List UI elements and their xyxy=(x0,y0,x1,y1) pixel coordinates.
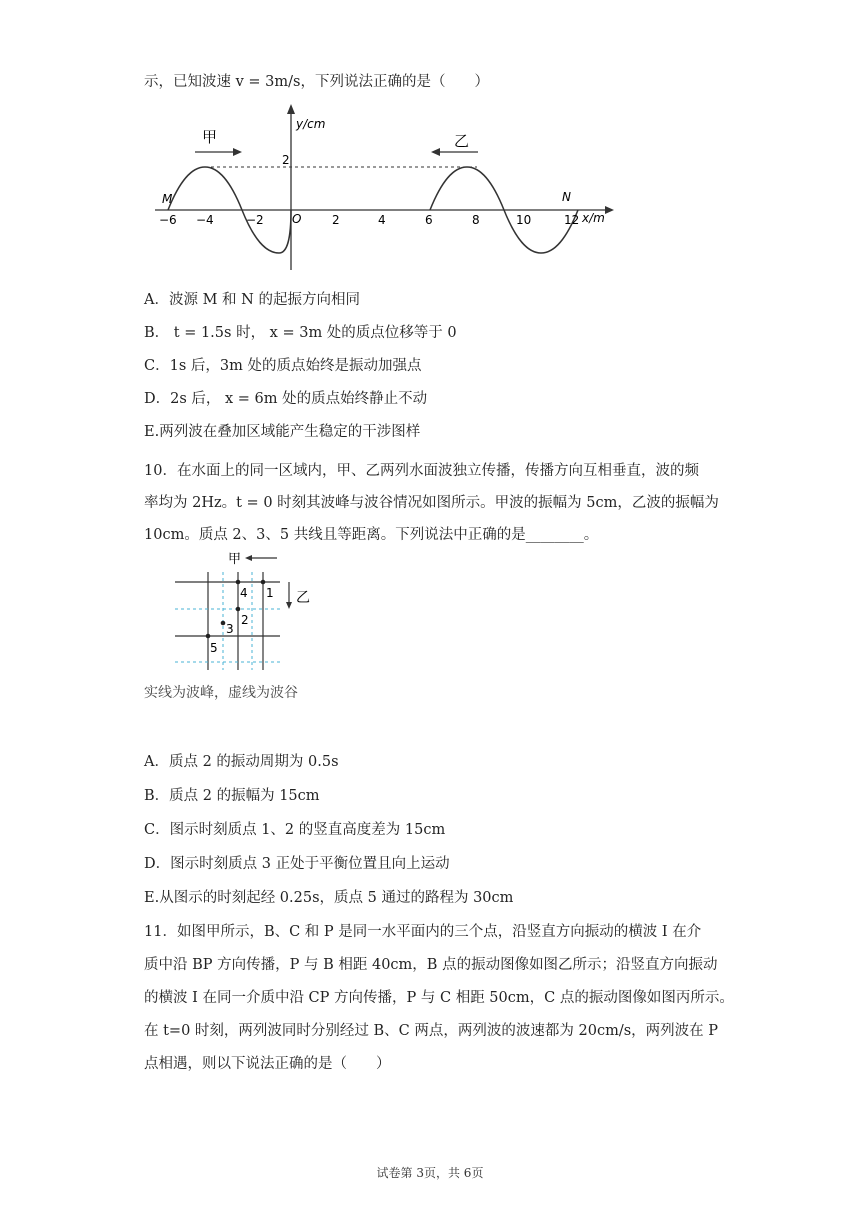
point-4 xyxy=(236,580,241,585)
x-tick: 10 xyxy=(516,213,532,227)
x-tick: −2 xyxy=(246,213,264,227)
x-tick: −6 xyxy=(159,213,177,227)
q11-stem-line: 质中沿 BP 方向传播，P 与 B 相距 40cm，B 点的振动图像如图乙所示；沿竖直方向振动 xyxy=(144,957,718,973)
q10-option-c: C．图示时刻质点 1、2 的竖直高度差为 15cm xyxy=(144,822,446,838)
q10-figure-caption: 实线为波峰，虚线为波谷 xyxy=(144,685,298,701)
point-3 xyxy=(221,621,226,626)
q10-stem-line: 率均为 2Hz。t = 0 时刻其波峰与波谷情况如图所示。甲波的振幅为 5cm，乙波的振幅为 xyxy=(144,495,719,511)
point-label: 3 xyxy=(226,622,234,636)
q11-stem-line: 点相遇，则以下说法正确的是（ ） xyxy=(144,1056,391,1072)
point-label: 2 xyxy=(241,613,249,627)
point-label: 1 xyxy=(266,586,274,600)
point-n: N xyxy=(562,190,571,204)
q10-stem-line: 10．在水面上的同一区域内，甲、乙两列水面波独立传播，传播方向互相垂直，波的频 xyxy=(144,463,699,479)
label-jia: 甲 xyxy=(228,552,242,567)
q10-option-b: B．质点 2 的振幅为 15cm xyxy=(144,788,320,804)
y-axis-arrow xyxy=(287,104,295,114)
x-tick: 2 xyxy=(332,213,340,227)
x-tick: 6 xyxy=(425,213,433,227)
page-footer: 试卷第 3页，共 6页 xyxy=(376,1166,484,1180)
point-5 xyxy=(206,634,211,639)
x-tick: 4 xyxy=(378,213,386,227)
label-jia: 甲 xyxy=(202,128,218,146)
label-yi: 乙 xyxy=(296,590,310,606)
q10-stem-line: 10cm。质点 2、3、5 共线且等距离。下列说法中正确的是________。 xyxy=(144,527,599,543)
point-label: 5 xyxy=(210,641,218,655)
x-tick: −4 xyxy=(196,213,214,227)
amplitude-tick: 2 xyxy=(282,153,290,167)
q10-interference-figure xyxy=(170,550,330,675)
q11-stem-line: 的横波 I 在同一介质中沿 CP 方向传播，P 与 C 相距 50cm，C 点的振动图像如图丙所示。 xyxy=(144,990,734,1006)
q10-option-e: E.从图示的时刻起经 0.25s，质点 5 通过的路程为 30cm xyxy=(144,890,514,906)
x-axis-label: x/m xyxy=(582,211,605,225)
q9-stem-tail: 示，已知波速 v = 3m/s，下列说法正确的是（ ） xyxy=(144,74,489,90)
q9-option-b: B． t = 1.5s 时， x = 3m 处的质点位移等于 0 xyxy=(144,325,457,341)
q9-option-a: A．波源 M 和 N 的起振方向相同 xyxy=(144,292,360,308)
q11-stem-line: 11．如图甲所示，B、C 和 P 是同一水平面内的三个点，沿竖直方向振动的横波 I 在介 xyxy=(144,924,702,940)
q9-option-e: E.两列波在叠加区域能产生稳定的干涉图样 xyxy=(144,424,421,440)
point-1 xyxy=(261,580,266,585)
y-axis-label: y/cm xyxy=(296,117,326,131)
q9-option-c: C．1s 后，3m 处的质点始终是振动加强点 xyxy=(144,358,422,374)
point-m: M xyxy=(162,192,173,206)
origin-label: O xyxy=(292,212,302,226)
q9-wave-figure xyxy=(150,100,620,275)
point-2 xyxy=(236,607,241,612)
point-label: 4 xyxy=(240,586,248,600)
q11-stem-line: 在 t=0 时刻，两列波同时分别经过 B、C 两点，两列波的波速都为 20cm/s，两列波在 P xyxy=(144,1023,719,1039)
label-yi: 乙 xyxy=(454,132,470,150)
x-tick: 8 xyxy=(472,213,480,227)
q9-option-d: D．2s 后， x = 6m 处的质点始终静止不动 xyxy=(144,391,428,407)
x-axis-arrow xyxy=(605,206,614,214)
q10-option-d: D．图示时刻质点 3 正处于平衡位置且向上运动 xyxy=(144,856,450,872)
x-tick: 12 xyxy=(564,213,580,227)
q10-option-a: A．质点 2 的振动周期为 0.5s xyxy=(144,754,339,770)
